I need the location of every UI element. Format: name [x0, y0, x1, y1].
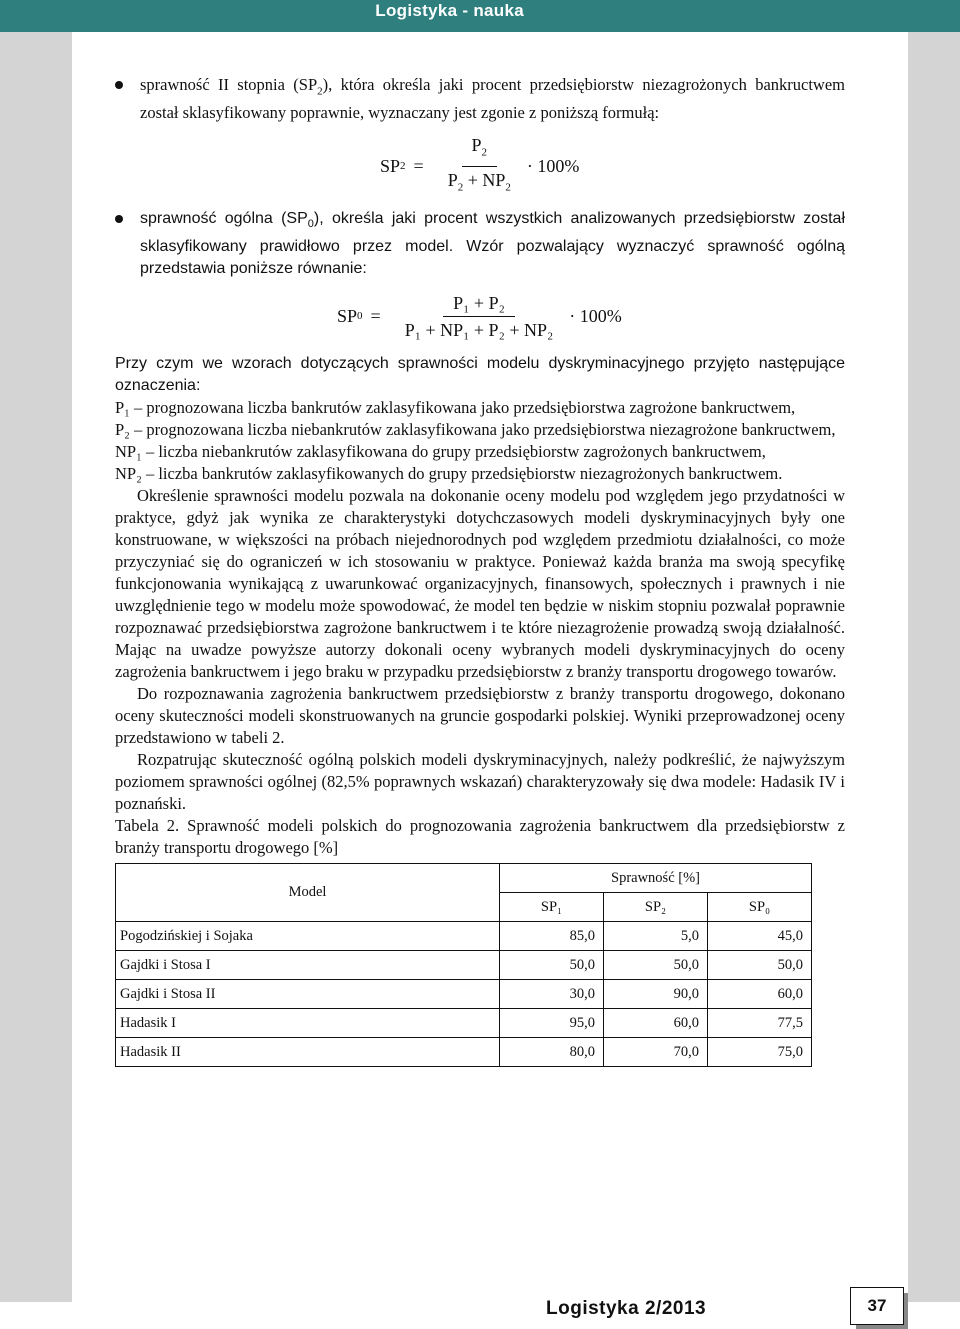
fraction-denominator: [438, 167, 521, 199]
value-sp0: 50,0: [708, 950, 812, 979]
formula-lhs: SP: [337, 306, 358, 327]
formula-sp2: [380, 134, 845, 198]
bullet-icon: [115, 81, 123, 89]
num-text: P: [471, 135, 482, 156]
formula-lhs: SP: [380, 156, 401, 177]
model-name: Gajdki i Stosa II: [116, 979, 500, 1008]
subscript: 2: [400, 160, 406, 173]
value-sp1: 80,0: [500, 1037, 604, 1066]
section-title: Logistyka - nauka: [375, 1, 524, 20]
model-name: Hadasik I: [116, 1008, 500, 1037]
equals-sign: =: [413, 156, 424, 177]
definition-p2: P₂ – prognozowana liczba niebankrutów zaklasyfikowana jako przedsiębiorstwa niezagrożone bankructwem,: [115, 419, 836, 439]
subscript: 2: [505, 181, 511, 194]
subscript: 0: [357, 310, 363, 323]
fraction: [395, 292, 564, 341]
subscript: 2: [317, 85, 323, 98]
model-name: Gajdki i Stosa I: [116, 950, 500, 979]
bullet-sp2: [115, 74, 845, 124]
right-margin-band: [908, 32, 960, 1302]
bullet-icon: [115, 215, 123, 223]
definition-np1: NP₁ – liczba niebankrutów zaklasyfikowana do grupy przedsiębiorstw zagrożonych bankructwem,: [115, 441, 766, 461]
header-model: Model: [116, 863, 500, 921]
fraction-numerator: P₁ + P₂: [443, 292, 515, 317]
header-sp2: SP₂: [604, 892, 708, 921]
bullet-text: sprawność II stopnia (SP: [140, 75, 318, 94]
formula-sp0: [337, 292, 845, 341]
value-sp1: 30,0: [500, 979, 604, 1008]
value-sp2: 70,0: [604, 1037, 708, 1066]
multiplier: · 100%: [526, 156, 580, 177]
fraction-numerator: [462, 134, 498, 167]
table-row: [116, 979, 812, 1008]
article-body: [115, 74, 845, 1067]
value-sp0: 45,0: [708, 921, 812, 950]
table-row: [116, 1008, 812, 1037]
value-sp0: 77,5: [708, 1008, 812, 1037]
header-efficiency: Sprawność [%]: [500, 863, 812, 892]
table-row: [116, 921, 812, 950]
multiplier: · 100%: [569, 306, 622, 327]
subscript: 0: [307, 218, 314, 231]
header-bar: [0, 0, 960, 32]
bullet-text: Wzór pozwalający wyznaczyć sprawność ogólną przedstawia poniższe równanie:: [140, 237, 845, 277]
definition-p1: P₁ – prognozowana liczba bankrutów zaklasyfikowana jako przedsiębiorstwa zagrożone bankructwem,: [115, 397, 796, 417]
value-sp1: 95,0: [500, 1008, 604, 1037]
header-sp0: SP₀: [708, 892, 812, 921]
fraction: [438, 134, 521, 198]
value-sp0: 75,0: [708, 1037, 812, 1066]
model-name: Hadasik II: [116, 1037, 500, 1066]
definition-list: [115, 208, 845, 279]
header-sp1: SP₁: [500, 892, 604, 921]
table-header-row: [116, 863, 812, 892]
den-text: P: [447, 169, 458, 190]
table-row: [116, 1037, 812, 1066]
paragraph: Do rozpoznawania zagrożenia bankructwem przedsiębiorstw z branży transportu drogowego, dokonano oceny skuteczności modeli skonstruowanych na gruncie gospodarki polskiej. Wyniki przeprowadzonej oceny przedstawiono w tabeli 2.: [115, 683, 845, 747]
table-caption: Tabela 2. Sprawność modeli polskich do prognozowania zagrożenia bankructwem dla przedsiębiorstw z branży transportu drogowego [%]: [115, 815, 845, 857]
definitions-intro: Przy czym we wzorach dotyczących sprawności modelu dyskryminacyjnego przyjęto następujące oznaczenia:: [115, 354, 845, 394]
model-name: Pogodzińskiej i Sojaka: [116, 921, 500, 950]
den-text: + NP: [467, 169, 506, 190]
value-sp2: 90,0: [604, 979, 708, 1008]
value-sp2: 50,0: [604, 950, 708, 979]
definition-np2: NP₂ – liczba bankrutów zaklasyfikowanych do grupy przedsiębiorstw niezagrożonych bankructwem.: [115, 463, 783, 483]
value-sp2: 60,0: [604, 1008, 708, 1037]
value-sp1: 85,0: [500, 921, 604, 950]
value-sp2: 5,0: [604, 921, 708, 950]
fraction-denominator: P₁ + NP₁ + P₂ + NP₂: [404, 319, 554, 340]
definition-list: [115, 74, 845, 124]
paragraph: Rozpatrując skuteczność ogólną polskich modeli dyskryminacyjnych, należy podkreślić, że najwyższym poziomem sprawności ogólnej (82,5% poprawnych wskazań) charakteryzowały się dwa modele: Hadasik IV i poznański.: [115, 749, 845, 813]
bullet-text: ), która określa jaki procent przedsiębiorstw niezagrożonych bankructwem został sklasyfikowany poprawnie, wyznaczany jest zgonie z poniższą formułą:: [140, 75, 845, 123]
table-row: [116, 950, 812, 979]
journal-title: Logistyka 2/2013: [546, 1298, 707, 1319]
value-sp0: 60,0: [708, 979, 812, 1008]
subscript: 2: [457, 181, 464, 194]
left-margin-band: [0, 32, 72, 1302]
bullet-sp0: [115, 208, 845, 279]
bullet-text: sprawność ogólna (SP: [140, 210, 308, 228]
value-sp1: 50,0: [500, 950, 604, 979]
page-number: 37: [850, 1287, 904, 1325]
equals-sign: =: [370, 306, 381, 327]
efficiency-table: [115, 863, 812, 1067]
subscript: 2: [481, 146, 488, 159]
bullet-text: ), określa jaki procent wszystkich analizowanych przedsiębiorstw został sklasyfikowany prawidłowo przez model.: [140, 210, 846, 255]
paragraph: Określenie sprawności modelu pozwala na dokonanie oceny modelu pod względem jego przydatności w praktyce, gdyż jak wynika ze charakterystyki dotychczasowych modeli dyskryminacyjnych były one konstruowane, w większości na próbach niejednorodnych pod względem przedmiotu działalności, co może przyczyniać się do ograniczeń w ich stosowaniu w praktyce. Ponieważ każda branża ma swoją specyfikę funkcjonowania wynikającą z uwarunkować organizacyjnych, finansowych, społecznych i prawnych i nie uwzględnienie tego w modelu może spowodować, że model ten będzie w niskim stopniu pozwalał poprawnie rozpoznawać przedsiębiorstwa zagrożone bankructwem i te które niezagrożenie prowadzą swoją działalność. Mając na uwadze powyższe autorzy dokonali oceny wybranych modeli dyskryminacyjnych do oceny zagrożenia bankructwem i jego braku w przypadku przedsiębiorstw z branży transportu drogowego towarów.: [115, 485, 845, 681]
